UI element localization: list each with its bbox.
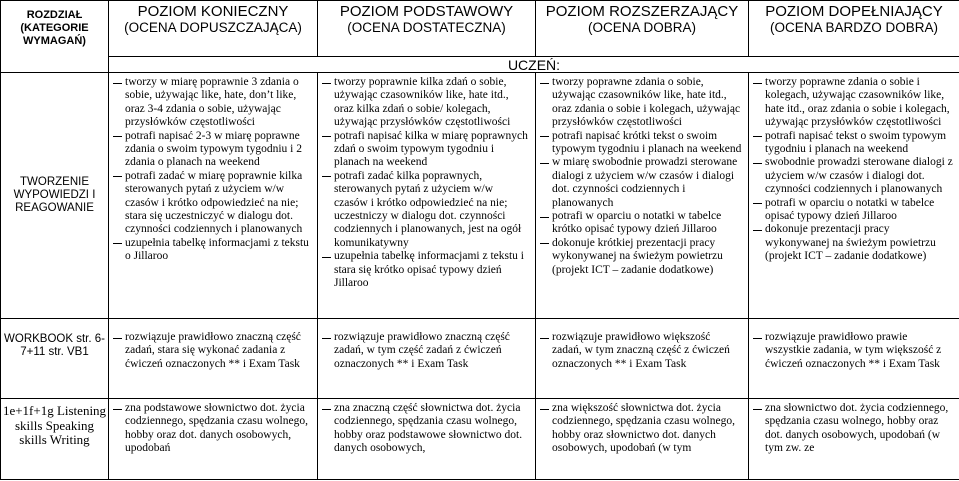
level-header-2: [318, 1, 536, 57]
list-item: dokonuje krótkiej prezentacji pracy wykonywanej na świeżym powietrzu (projekt ICT – zadanie dodatkowe): [540, 237, 742, 277]
row-category: 1e+1f+1g Listening skills Speaking skills Writing: [1, 399, 109, 480]
list-item: tworzy poprawnie kilka zdań o sobie, używając czasowników like, hate itd., oraz kilka zdań o sobie/ kolegach, używając przysłówków częstotliwości: [322, 76, 529, 130]
list-item: rozwiązuje prawidłowo prawie wszystkie zadania, w tym większość z ćwiczeń oznaczonych ** i Exam Task: [753, 331, 953, 371]
level-header-1: [109, 1, 318, 57]
requirements-cell: [749, 399, 959, 480]
list-item: tworzy poprawne zdania o sobie, używając czasowników like, hate itd., oraz zdania o sobie i kolegach, używając przysłówków częstotliwości: [540, 76, 742, 130]
level-grade: (OCENA DOSTATECZNA): [347, 20, 506, 35]
list-item: potrafi w oparciu o notatki w tabelce krótko opisać typowy dzień Jillaroo: [540, 210, 742, 237]
level-grade: (OCENA DOPUSZCZAJĄCA): [124, 20, 302, 35]
requirements-cell: [109, 399, 318, 480]
list-item: zna słownictwo dot. życia codziennego, spędzania czasu wolnego, hobby oraz dot. danych osobowych, upodobań (w tym zw. ze: [753, 402, 953, 456]
requirements-cell: [536, 319, 749, 399]
requirements-cell: [536, 399, 749, 480]
list-item: potrafi w oparciu o notatki w tabelce opisać typowy dzień Jillaroo: [753, 197, 953, 224]
row-category: WORKBOOK str. 6-7+11 str. VB1: [1, 319, 109, 399]
list-item: tworzy poprawne zdania o sobie i kolegach, używając czasowników like, hate itd., oraz zdania o sobie i kolegach, używając przysłówków częstotliwości: [753, 76, 953, 130]
table-row: [1, 73, 959, 319]
list-item: w miarę swobodnie prowadzi sterowane dialogi z użyciem w/w czasów i dialogi dot. czynności codziennych i planowanych: [540, 156, 742, 210]
list-item: zna podstawowe słownictwo dot. życia codziennego, spędzania czasu wolnego, hobby oraz dot. danych osobowych, upodobań: [113, 402, 311, 456]
level-grade: (OCENA DOBRA): [587, 20, 696, 35]
list-item: dokonuje prezentacji pracy wykonywanej na świeżym powietrzu (projekt ICT – zadanie dodatkowe): [753, 223, 953, 263]
requirements-cell: [536, 73, 749, 319]
list-item: potrafi napisać 2-3 w miarę poprawne zdania o swoim typowym tygodniu i 2 zdania o planach na weekend: [113, 130, 311, 170]
requirements-cell: [318, 319, 536, 399]
category-header: ROZDZIAŁ (KATEGORIE WYMAGAŃ): [1, 1, 109, 73]
header-row: [1, 1, 959, 57]
level-title: POZIOM PODSTAWOWY: [339, 3, 514, 20]
list-item: rozwiązuje prawidłowo większość zadań, w tym znaczną część z ćwiczeń oznaczonych ** i Exam Task: [540, 331, 742, 371]
table-row: [1, 399, 959, 480]
level-grade: (OCENA BARDZO DOBRA): [769, 20, 939, 35]
list-item: zna większość słownictwa dot. życia codziennego, spędzania czasu wolnego, hobby oraz słownictwo dot. danych osobowych, upodobań (w tym: [540, 402, 742, 456]
requirements-cell: [749, 73, 959, 319]
list-item: potrafi zadać w miarę poprawnie kilka sterowanych pytań z użyciem w/w czasów i krótko odpowiedzieć na nie; stara się uczestniczyć w dialogu dot. czynności codziennych i planowanych: [113, 170, 311, 237]
list-item: potrafi napisać tekst o swoim typowym tygodniu i planach na weekend: [753, 130, 953, 157]
level-title: POZIOM ROZSZERZAJĄCY: [545, 3, 739, 20]
requirements-cell: [749, 319, 959, 399]
student-row: [1, 57, 959, 73]
list-item: uzupełnia tabelkę informacjami z tekstu i stara się krótko opisać typowy dzień Jillaroo: [322, 250, 529, 290]
list-item: potrafi napisać kilka w miarę poprawnych zdań o swoim typowym tygodniu i planach na weekend: [322, 130, 529, 170]
requirements-cell: [109, 319, 318, 399]
requirements-cell: [109, 73, 318, 319]
list-item: potrafi zadać kilka poprawnych, sterowanych pytań z użyciem w/w czasów i krótko odpowiedzieć na nie; uczestniczy w dialogu dot. czynności codziennych i planowanych, jest na ogół komunikatywny: [322, 170, 529, 250]
row-category: TWORZENIE WYPOWIEDZI I REAGOWANIE: [1, 73, 109, 319]
level-header-4: [749, 1, 959, 57]
list-item: uzupełnia tabelkę informacjami z tekstu o Jillaroo: [113, 237, 311, 264]
table-row: [1, 319, 959, 399]
list-item: potrafi napisać krótki tekst o swoim typowym tygodniu i planach na weekend: [540, 130, 742, 157]
list-item: tworzy w miarę poprawnie 3 zdania o sobie, używając like, hate, don’t like, oraz 3-4 zdania o sobie, używając przysłówków częstotliwości: [113, 76, 311, 130]
requirements-cell: [318, 73, 536, 319]
list-item: zna znaczną część słownictwa dot. życia codziennego, spędzania czasu wolnego, hobby oraz podstawowe słownictwo dot. danych osobowych,: [322, 402, 529, 456]
list-item: swobodnie prowadzi sterowane dialogi z użyciem w/w czasów i dialogi dot. czynności codziennych i planowanych: [753, 156, 953, 196]
level-title: POZIOM KONIECZNY: [137, 3, 289, 20]
requirements-cell: [318, 399, 536, 480]
list-item: rozwiązuje prawidłowo znaczną część zadań, w tym część zadań z ćwiczeń oznaczonych ** i Exam Task: [322, 331, 529, 371]
level-header-3: [536, 1, 749, 57]
list-item: rozwiązuje prawidłowo znaczną część zadań, stara się wykonać zadania z ćwiczeń oznaczonych ** i Exam Task: [113, 331, 311, 371]
student-label: UCZEŃ:: [109, 57, 959, 73]
level-title: POZIOM DOPEŁNIAJĄCY: [765, 3, 943, 20]
